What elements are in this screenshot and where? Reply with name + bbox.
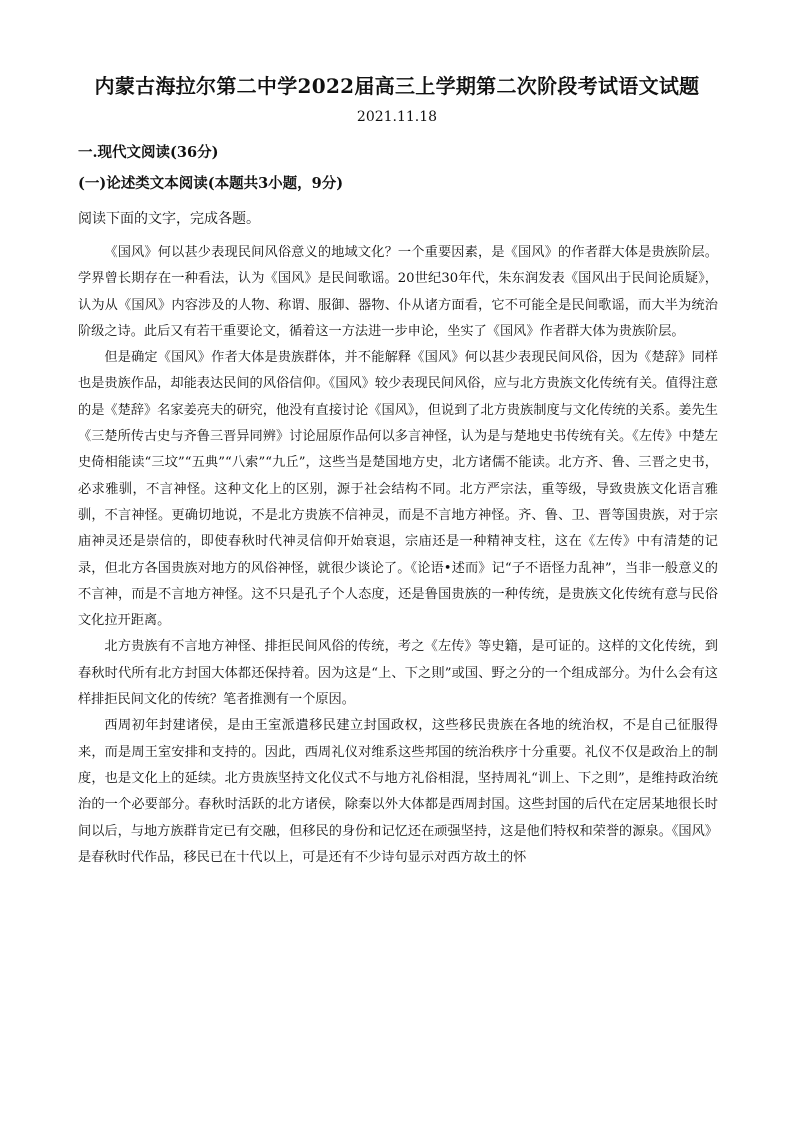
passage-body	[78, 240, 718, 871]
passage-paragraph: 《国风》何以甚少表现民间风俗意义的地域文化？一个重要因素，是《国风》的作者群大体是贵族阶层。学界曾长期存在一种看法，认为《国风》是民间歌谣。20世纪30年代，朱东润发表《国风出于民间论质疑》，认为从《国风》内容涉及的人物、称谓、服御、器物、仆从诸方面看，它不可能全是民间歌谣，而大半为统治阶级之诗。此后又有若干重要论文，循着这一方法进一步申论，坐实了《国风》作者群大体为贵族阶层。	[78, 245, 718, 339]
subsection-heading: (一)论述类文本阅读(本题共3小题，9分)	[78, 175, 344, 192]
passage-paragraph: 北方贵族有不言地方神怪、排拒民间风俗的传统，考之《左传》等史籍，是可证的。这样的文化传统，到春秋时代所有北方封国大体都还保持着。因为这是“上、下之則”或国、野之分的一个组成部分。为什么会有这样排拒民间文化的传统？笔者推测有一个原因。	[78, 639, 718, 708]
section-heading: 一.现代文阅读(36分)	[78, 144, 219, 161]
passage-paragraph: 西周初年封建诸侯，是由王室派遣移民建立封国政权，这些移民贵族在各地的统治权，不是自己征服得来，而是周王室安排和支持的。因此，西周礼仪对维系这些邦国的统治秩序十分重要。礼仪不仅是政治上的制度，也是文化上的延续。北方贵族坚持文化仪式不与地方礼俗相混，坚持周礼“训上、下之則”，是维持政治统治的一个必要部分。春秋时活跃的北方诸侯，除秦以外大体都是西周封国。这些封国的后代在定居某地很长时间以后，与地方族群肯定已有交融，但移民的身份和记忆还在顽强坚持，这是他们特权和荣誉的源泉。《国风》是春秋时代作品，移民已在十代以上，可是还有不少诗句显示对西方故土的怀	[78, 718, 718, 865]
document-date: 2021.11.18	[356, 109, 438, 125]
reading-instruction: 阅读下面的文字，完成各题。	[78, 211, 260, 227]
document-title: 内蒙古海拉尔第二中学2022届高三上学期第二次阶段考试语文试题	[94, 74, 700, 98]
passage-paragraph: 但是确定《国风》作者大体是贵族群体，并不能解释《国风》何以甚少表现民间风俗，因为《楚辞》同样也是贵族作品，却能表达民间的风俗信仰。《国风》较少表现民间风俗，应与北方贵族文化传统有关。值得注意的是《楚辞》名家姜亮夫的研究，他没有直接讨论《国风》，但说到了北方贵族制度与文化传统的关系。姜先生《三楚所传古史与齐鲁三晋异同辨》讨论屈原作品何以多言神怪，认为是与楚地史书传统有关。《左传》中楚左史倚相能读“三坟”“五典”“八索”“九丘”，这些当是楚国地方史，北方诸儒不能读。北方齐、鲁、三晋之史书，必求雅驯，不言神怪。这种文化上的区别，源于社会结构不同。北方严宗法，重等级，导致贵族文化语言雅驯，不言神怪。更确切地说，不是北方贵族不信神灵，而是不言地方神怪。齐、鲁、卫、晋等国贵族，对于宗庙神灵还是崇信的，即使春秋时代神灵信仰开始衰退，宗庙还是一种精神支柱，这在《左传》中有清楚的记录，但北方各国贵族对地方的风俗神怪，就很少谈论了。《论语•述而》记“子不语怪力乱神”，当非一般意义的不言神，而是不言地方神怪。这不只是孔子个人态度，还是鲁国贵族的一种传统，是贵族文化传统有意与民俗文化拉开距离。	[78, 350, 718, 629]
